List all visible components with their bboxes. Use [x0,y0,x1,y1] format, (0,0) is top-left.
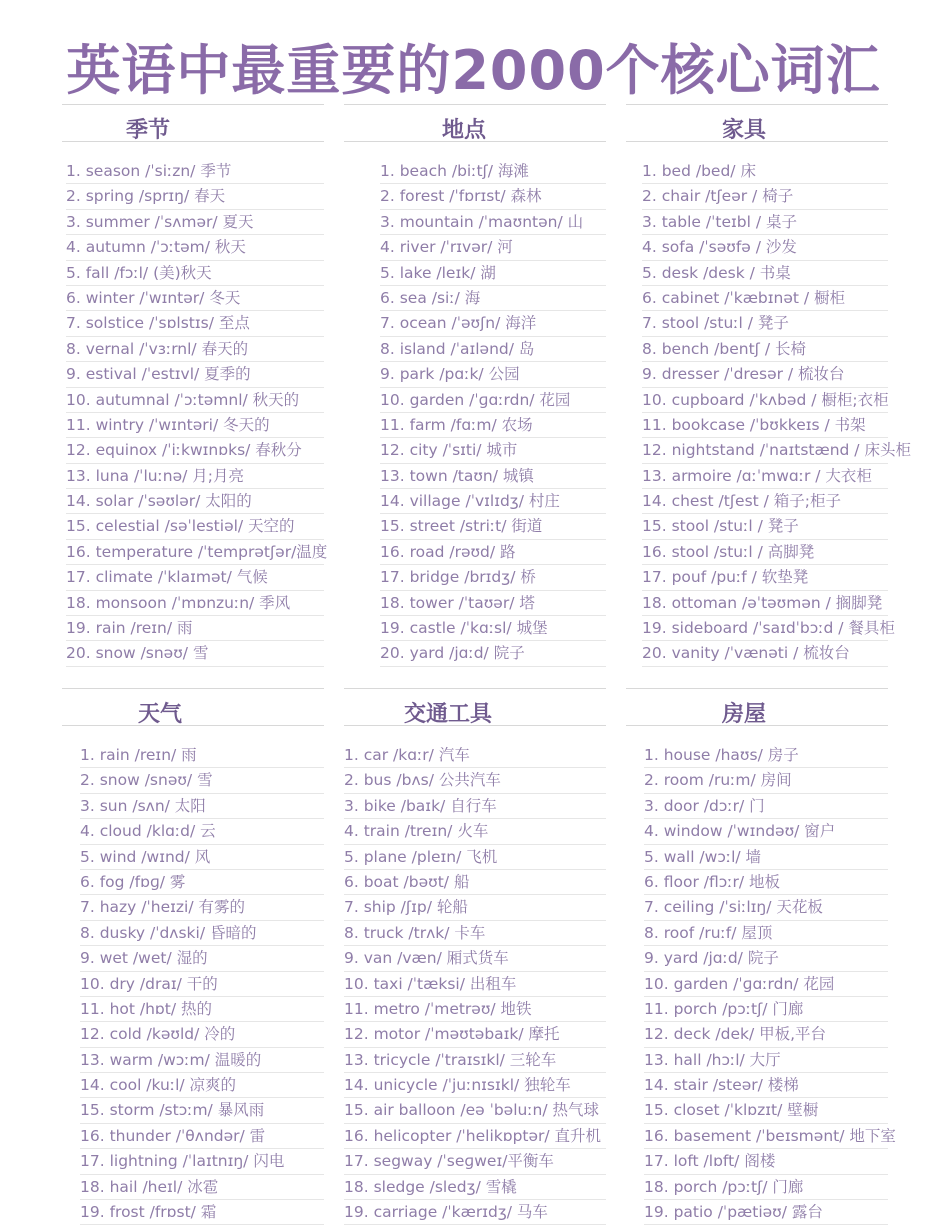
vocab-item: 18. ottoman /əˈtəʊmən / 搁脚凳 [642,591,888,616]
vocab-item: 14. chest /tʃest / 箱子;柜子 [642,489,888,514]
vocab-item: 1. car /kɑːr/ 汽车 [344,743,606,768]
vocab-item: 2. room /ruːm/ 房间 [644,768,888,793]
word-list [380,159,606,667]
vocab-item: 1. rain /reɪn/ 雨 [80,743,324,768]
vocab-item: 1. bed /bed/ 床 [642,159,888,184]
vocab-item: 6. boat /bəʊt/ 船 [344,870,606,895]
vocab-item: 19. carriage /ˈkærɪdʒ/ 马车 [344,1200,606,1225]
vocab-item: 3. bike /baɪk/ 自行车 [344,794,606,819]
vocab-item: 17. segway /ˈseɡweɪ/平衡车 [344,1149,606,1174]
vocab-item: 9. wet /wet/ 湿的 [80,946,324,971]
vocab-item: 3. table /ˈteɪbl / 桌子 [642,210,888,235]
vocab-item: 14. solar /ˈsəʊlər/ 太阳的 [66,489,324,514]
vocab-item: 19. castle /ˈkɑːsl/ 城堡 [380,616,606,641]
vocab-item: 2. chair /tʃeər / 椅子 [642,184,888,209]
vocab-item: 1. house /haʊs/ 房子 [644,743,888,768]
vocab-item: 12. equinox /ˈiːkwɪnɒks/ 春秋分 [66,438,324,463]
vocab-item: 18. sledge /sledʒ/ 雪橇 [344,1175,606,1200]
word-list [344,743,606,1225]
vocab-item: 10. cupboard /ˈkʌbəd / 橱柜;衣柜 [642,388,888,413]
vocab-item: 11. farm /fɑːm/ 农场 [380,413,606,438]
vocab-item: 13. hall /hɔːl/ 大厅 [644,1048,888,1073]
vocab-item: 10. garden /ˈɡɑːrdn/ 花园 [380,388,606,413]
vocab-item: 10. taxi /ˈtæksi/ 出租车 [344,972,606,997]
section-house [626,688,896,1225]
vocab-item: 15. air balloon /eə ˈbəluːn/ 热气球 [344,1098,606,1123]
section-seasons [62,104,328,667]
vocab-item: 18. tower /ˈtaʊər/ 塔 [380,591,606,616]
vocab-item: 19. patio /ˈpætiəʊ/ 露台 [644,1200,888,1225]
vocab-item: 6. sea /siː/ 海 [380,286,606,311]
vocab-item: 1. season /ˈsiːzn/ 季节 [66,159,324,184]
divider [626,725,888,726]
vocab-item: 15. stool /stuːl / 凳子 [642,514,888,539]
vocab-item: 18. monsoon /ˈmɒnzuːn/ 季风 [66,591,324,616]
vocab-item: 16. thunder /ˈθʌndər/ 雷 [80,1124,324,1149]
vocab-item: 1. beach /biːtʃ/ 海滩 [380,159,606,184]
vocab-item: 5. wall /wɔːl/ 墙 [644,845,888,870]
vocab-item: 6. floor /flɔːr/ 地板 [644,870,888,895]
vocab-item: 11. hot /hɒt/ 热的 [80,997,324,1022]
section-furniture [626,104,911,667]
section-heading: 季节 [126,118,171,143]
vocab-item: 15. street /striːt/ 街道 [380,514,606,539]
vocab-item: 13. armoire /ɑːˈmwɑːr / 大衣柜 [642,464,888,489]
vocab-item: 16. road /rəʊd/ 路 [380,540,606,565]
vocab-item: 5. plane /pleɪn/ 飞机 [344,845,606,870]
vocab-item: 7. solstice /ˈsɒlstɪs/ 至点 [66,311,324,336]
vocab-item: 4. train /treɪn/ 火车 [344,819,606,844]
vocab-item: 17. climate /ˈklaɪmət/ 气候 [66,565,324,590]
vocab-item: 5. lake /leɪk/ 湖 [380,261,606,286]
word-list [644,743,896,1225]
vocab-item: 5. wind /wɪnd/ 风 [80,845,324,870]
vocab-item: 8. dusky /ˈdʌski/ 昏暗的 [80,921,324,946]
vocab-item: 12. nightstand /ˈnaɪtstænd / 床头柜 [642,438,888,463]
vocab-item: 11. porch /pɔːtʃ/ 门廊 [644,997,888,1022]
vocab-item: 17. bridge /brɪdʒ/ 桥 [380,565,606,590]
vocab-item: 9. estival /ˈestɪvl/ 夏季的 [66,362,324,387]
page-title: 英语中最重要的2000个核心词汇 [66,39,881,102]
vocab-item: 7. ocean /ˈəʊʃn/ 海洋 [380,311,606,336]
divider [62,141,324,142]
section-weather [62,688,324,1225]
section-heading: 交通工具 [404,702,493,727]
vocab-item: 8. truck /trʌk/ 卡车 [344,921,606,946]
vocab-item: 7. stool /stuːl / 凳子 [642,311,888,336]
word-list [642,159,911,667]
vocab-item: 5. desk /desk / 书桌 [642,261,888,286]
vocab-item: 7. hazy /ˈheɪzi/ 有雾的 [80,895,324,920]
vocab-item: 11. wintry /ˈwɪntəri/ 冬天的 [66,413,324,438]
vocab-item: 3. summer /ˈsʌmər/ 夏天 [66,210,324,235]
vocab-item: 15. celestial /səˈlestiəl/ 天空的 [66,514,324,539]
vocab-item: 4. river /ˈrɪvər/ 河 [380,235,606,260]
section-header [344,688,606,729]
section-header [62,104,324,145]
section-header [62,688,324,729]
vocab-item: 19. frost /frɒst/ 霜 [80,1200,324,1225]
vocab-item: 17. lightning /ˈlaɪtnɪŋ/ 闪电 [80,1149,324,1174]
vocab-item: 20. vanity /ˈvænəti / 梳妆台 [642,641,888,666]
vocab-item: 4. sofa /ˈsəʊfə / 沙发 [642,235,888,260]
vocab-item: 8. vernal /ˈvɜːrnl/ 春天的 [66,337,324,362]
vocab-item: 8. island /ˈaɪlənd/ 岛 [380,337,606,362]
vocab-item: 14. cool /kuːl/ 凉爽的 [80,1073,324,1098]
vocab-item: 12. motor /ˈməʊtəbaɪk/ 摩托 [344,1022,606,1047]
vocab-item: 16. helicopter /ˈhelikɒptər/ 直升机 [344,1124,606,1149]
section-places [344,104,606,667]
vocab-item: 6. winter /ˈwɪntər/ 冬天 [66,286,324,311]
vocab-item: 20. snow /snəʊ/ 雪 [66,641,324,666]
vocab-item: 8. roof /ruːf/ 屋顶 [644,921,888,946]
vocab-item: 8. bench /bentʃ / 长椅 [642,337,888,362]
vocab-item: 3. door /dɔːr/ 门 [644,794,888,819]
vocab-item: 4. autumn /ˈɔːtəm/ 秋天 [66,235,324,260]
vocab-item: 13. warm /wɔːm/ 温暖的 [80,1048,324,1073]
vocab-item: 15. storm /stɔːm/ 暴风雨 [80,1098,324,1123]
vocab-item: 14. stair /steər/ 楼梯 [644,1073,888,1098]
vocab-item: 2. spring /sprɪŋ/ 春天 [66,184,324,209]
divider [62,725,324,726]
vocab-item: 10. garden /ˈɡɑːrdn/ 花园 [644,972,888,997]
vocab-item: 9. van /væn/ 厢式货车 [344,946,606,971]
vocab-item: 20. yard /jɑːd/ 院子 [380,641,606,666]
section-heading: 地点 [442,118,487,143]
vocab-item: 10. dry /draɪ/ 干的 [80,972,324,997]
vocab-item: 16. basement /ˈbeɪsmənt/ 地下室 [644,1124,888,1149]
vocab-item: 6. cabinet /ˈkæbɪnət / 橱柜 [642,286,888,311]
vocab-item: 6. fog /fɒɡ/ 雾 [80,870,324,895]
divider [344,725,606,726]
vocab-item: 3. mountain /ˈmaʊntən/ 山 [380,210,606,235]
vocab-item: 3. sun /sʌn/ 太阳 [80,794,324,819]
vocab-item: 12. cold /kəʊld/ 冷的 [80,1022,324,1047]
vocab-item: 4. cloud /klɑːd/ 云 [80,819,324,844]
vocab-item: 19. sideboard /ˈsaɪdˈbɔːd / 餐具柜 [642,616,888,641]
vocab-item: 9. yard /jɑːd/ 院子 [644,946,888,971]
vocab-item: 7. ceiling /ˈsiːlɪŋ/ 天花板 [644,895,888,920]
vocab-item: 14. unicycle /ˈjuːnɪsɪkl/ 独轮车 [344,1073,606,1098]
vocab-item: 12. city /ˈsɪti/ 城市 [380,438,606,463]
section-header [626,688,888,729]
section-heading: 天气 [138,702,183,727]
vocab-item: 9. dresser /ˈdresər / 梳妆台 [642,362,888,387]
vocab-item: 16. stool /stuːl / 高脚凳 [642,540,888,565]
vocab-item: 7. ship /ʃɪp/ 轮船 [344,895,606,920]
vocab-item: 9. park /pɑːk/ 公园 [380,362,606,387]
divider [344,141,606,142]
section-transport [344,688,606,1225]
vocab-item: 13. tricycle /ˈtraɪsɪkl/ 三轮车 [344,1048,606,1073]
section-header [626,104,888,145]
vocab-item: 13. luna /ˈluːnə/ 月;月亮 [66,464,324,489]
vocab-item: 19. rain /reɪn/ 雨 [66,616,324,641]
vocab-item: 16. temperature /ˈtemprətʃər/温度 [66,540,324,565]
section-header [344,104,606,145]
vocab-item: 2. bus /bʌs/ 公共汽车 [344,768,606,793]
vocab-item: 12. deck /dek/ 甲板,平台 [644,1022,888,1047]
vocab-item: 4. window /ˈwɪndəʊ/ 窗户 [644,819,888,844]
vocab-item: 15. closet /ˈklɒzɪt/ 壁橱 [644,1098,888,1123]
vocab-item: 5. fall /fɔːl/ (美)秋天 [66,261,324,286]
word-list [66,159,328,667]
word-list [80,743,324,1225]
vocab-item: 13. town /taʊn/ 城镇 [380,464,606,489]
vocab-item: 2. snow /snəʊ/ 雪 [80,768,324,793]
vocab-item: 10. autumnal /ˈɔːtəmnl/ 秋天的 [66,388,324,413]
vocab-item: 18. porch /pɔːtʃ/ 门廊 [644,1175,888,1200]
vocab-item: 17. pouf /puːf / 软垫凳 [642,565,888,590]
vocab-item: 2. forest /ˈfɒrɪst/ 森林 [380,184,606,209]
vocab-item: 11. metro /ˈmetrəʊ/ 地铁 [344,997,606,1022]
section-heading: 家具 [722,118,767,143]
section-heading: 房屋 [722,702,767,727]
vocab-item: 11. bookcase /ˈbʊkkeɪs / 书架 [642,413,888,438]
divider [626,141,888,142]
vocab-item: 14. village /ˈvɪlɪdʒ/ 村庄 [380,489,606,514]
vocab-item: 17. loft /lɒft/ 阁楼 [644,1149,888,1174]
vocab-item: 18. hail /heɪl/ 冰雹 [80,1175,324,1200]
